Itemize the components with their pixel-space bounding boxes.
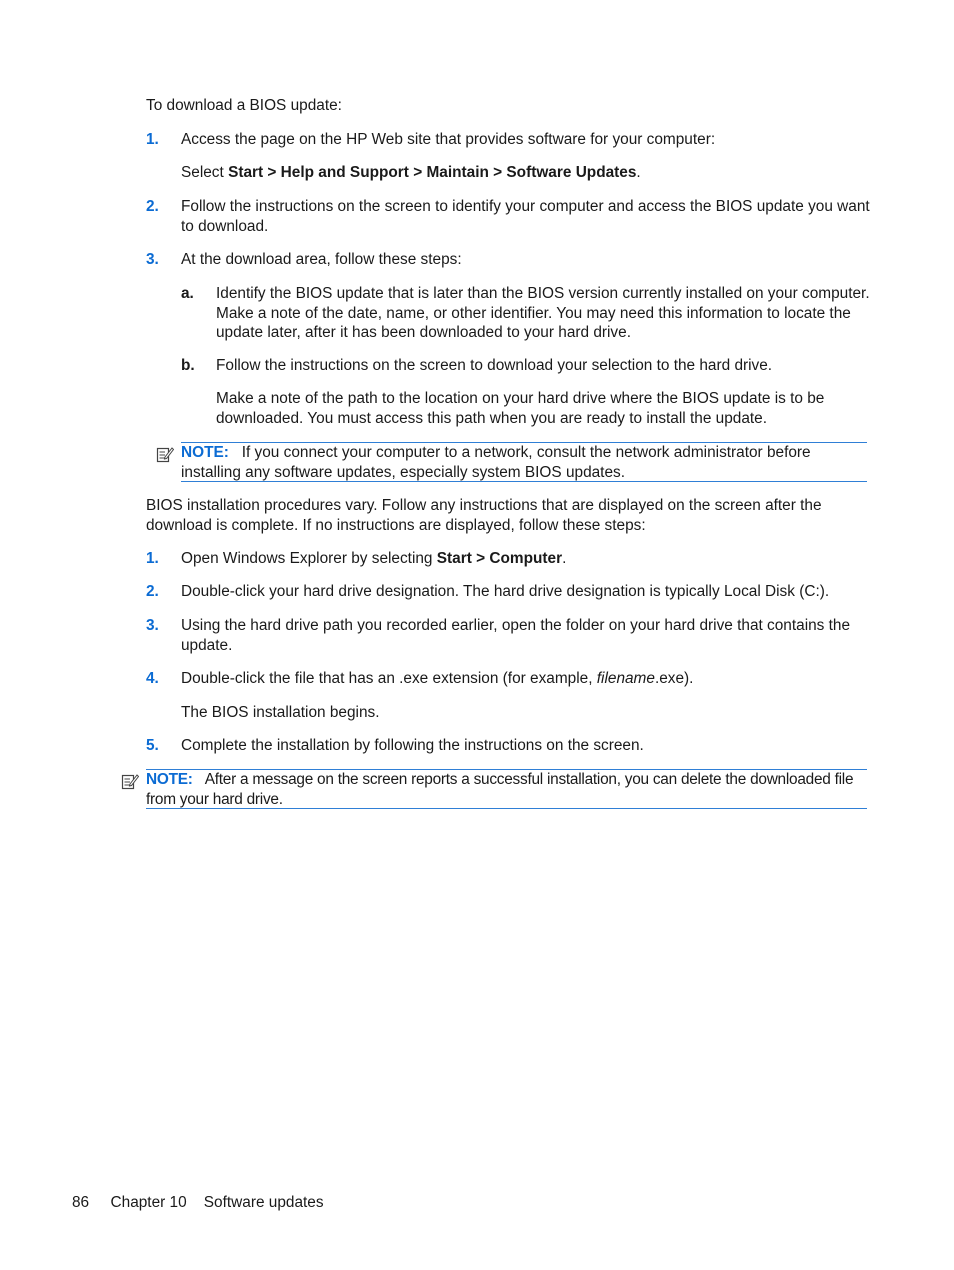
chapter-label: Chapter 10 [110, 1194, 187, 1211]
step-text: Follow the instructions on the screen to identify your computer and access the BIOS update you want to download. [181, 198, 870, 235]
step-note: The BIOS installation begins. [181, 704, 380, 721]
note-text [181, 443, 867, 482]
step-number: 4. [146, 670, 159, 687]
step-text: Using the hard drive path you recorded earlier, open the folder on your hard drive that contains the update. [181, 617, 851, 654]
note-icon [121, 772, 139, 790]
section-title: Software updates [203, 1194, 324, 1211]
step-number: 1. [146, 131, 159, 148]
step-number: 3. [146, 617, 159, 634]
step-prefix: Open Windows Explorer by selecting [181, 550, 437, 567]
step-italic: filename [596, 670, 655, 687]
step-number: 2. [146, 198, 159, 215]
step-bold: Start > Computer [436, 550, 563, 567]
step-text [181, 669, 871, 689]
note-bottom-rule [181, 481, 867, 482]
substep-text: Identify the BIOS update that is later than the BIOS version currently installed on your computer. Make a note of the date, name, or other identifier. You may need this information to locate the update later, after it has been downloaded to your hard drive. [216, 285, 870, 341]
step-number: 2. [146, 583, 159, 600]
step-text: At the download area, follow these steps: [181, 251, 462, 268]
page-footer [72, 1193, 324, 1213]
select-line [181, 163, 871, 183]
step-text: Double-click your hard drive designation. The hard drive designation is typically Local Disk (C:). [181, 583, 830, 600]
note-icon [156, 445, 174, 463]
select-suffix: . [636, 164, 641, 181]
step-number: 5. [146, 737, 159, 754]
step-number: 3. [146, 251, 159, 268]
substep-text: Follow the instructions on the screen to download your selection to the hard drive. [216, 357, 773, 374]
step-number: 1. [146, 550, 159, 567]
select-path: Start > Help and Support > Maintain > Software Updates [228, 164, 637, 181]
note-label: NOTE: [181, 444, 229, 461]
note-body: If you connect your computer to a network, consult the network administrator before installing any software updates, especially system BIOS updates. [181, 444, 811, 481]
note-text [146, 770, 867, 809]
substep-label: a. [181, 285, 194, 302]
substep-note: Make a note of the path to the location on your hard drive where the BIOS update is to be downloaded. You must access this path when you are ready to install the update. [216, 390, 825, 427]
select-prefix: Select [181, 164, 229, 181]
intro-text: To download a BIOS update: [146, 97, 342, 114]
note-body: After a message on the screen reports a successful installation, you can delete the downloaded file from your hard drive. [146, 771, 854, 808]
substep-label: b. [181, 357, 195, 374]
step-suffix: .exe). [654, 670, 694, 687]
paragraph: BIOS installation procedures vary. Follow any instructions that are displayed on the screen after the download is complete. If no instructions are displayed, follow these steps: [146, 497, 822, 534]
note-label: NOTE: [146, 771, 193, 788]
step-text [181, 549, 871, 569]
step-suffix: . [562, 550, 567, 567]
note-bottom-rule [146, 808, 867, 809]
step-text: Complete the installation by following the instructions on the screen. [181, 737, 644, 754]
step-prefix: Double-click the file that has an .exe extension (for example, [181, 670, 597, 687]
page-number: 86 [72, 1194, 90, 1211]
step-text: Access the page on the HP Web site that provides software for your computer: [181, 131, 716, 148]
